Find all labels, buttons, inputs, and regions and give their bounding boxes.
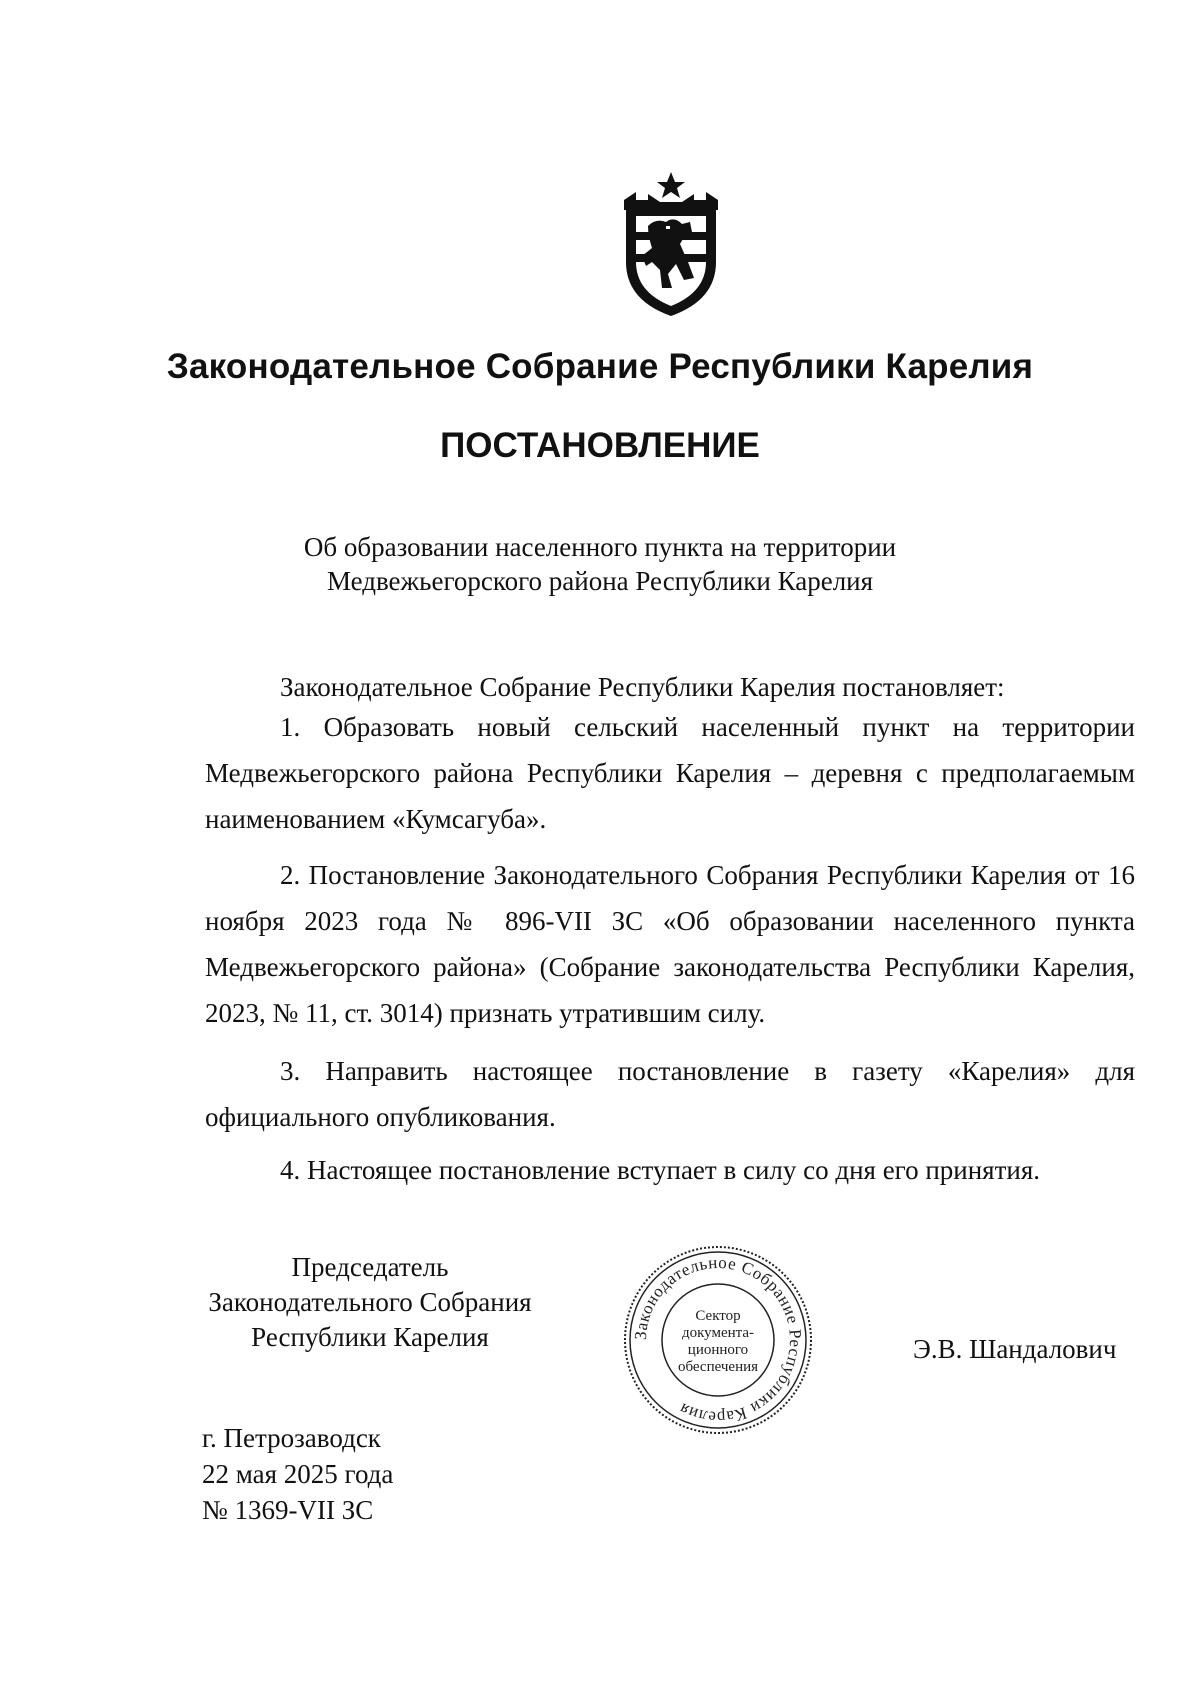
round-seal-icon — [620, 1242, 816, 1438]
place-date-number — [202, 1420, 393, 1528]
seal-ring-text: Законодательное Собрание Республики Карелия — [630, 1252, 806, 1428]
document-number: № 1369-VII ЗС — [202, 1495, 374, 1525]
signer-position — [190, 1250, 550, 1355]
resolution-item-4: 4. Настоящее постановление вступает в силу со дня его принятия. — [280, 1155, 1041, 1185]
resolution-item-3: 3. Направить настоящее постановление в газету «Карелия» для официального опубликования. — [205, 1056, 1135, 1132]
date: 22 мая 2025 года — [202, 1459, 394, 1489]
subject-line: Медвежьегорского района Республики Карелия — [326, 566, 874, 596]
coat-of-arms-icon — [618, 170, 724, 318]
city: г. Петрозаводск — [202, 1423, 381, 1453]
resolution-item-1: 1. Образовать новый сельский населенный пункт на территории Медвежьегорского района Республики Карелия – деревня с предполагаемым наименованием «Кумсагуба». — [205, 712, 1135, 834]
seal-center-text: Сектор — [695, 1308, 741, 1324]
signer-position-line: Республики Карелия — [251, 1322, 489, 1352]
resolution-intro: Законодательное Собрание Республики Карелия постановляет: — [280, 672, 1005, 702]
seal-center-text: обеспечения — [677, 1359, 759, 1375]
seal-center-text: документа- — [681, 1325, 755, 1341]
subject-block — [300, 530, 900, 598]
signer-position-line: Законодательного Собрания — [208, 1287, 532, 1317]
subject-line: Об образовании населенного пункта на территории — [303, 532, 897, 562]
signer-position-line: Председатель — [291, 1252, 449, 1282]
resolution-item-2: 2. Постановление Законодательного Собрания Республики Карелия от 16 ноября 2023 года № 896-VII ЗС «Об образовании населенного пункта Медвежьегорского района» (Собрание законодательства Республики Карелия, 2023, № 11, ст. 3014) признать утратившим силу. — [205, 860, 1135, 1028]
document-type-heading: ПОСТАНОВЛЕНИЕ — [440, 426, 760, 465]
seal-center-text: ционного — [687, 1342, 749, 1358]
signer-name: Э.В. Шандалович — [913, 1334, 1117, 1364]
organization-title: Законодательное Собрание Республики Карелия — [166, 347, 1034, 386]
